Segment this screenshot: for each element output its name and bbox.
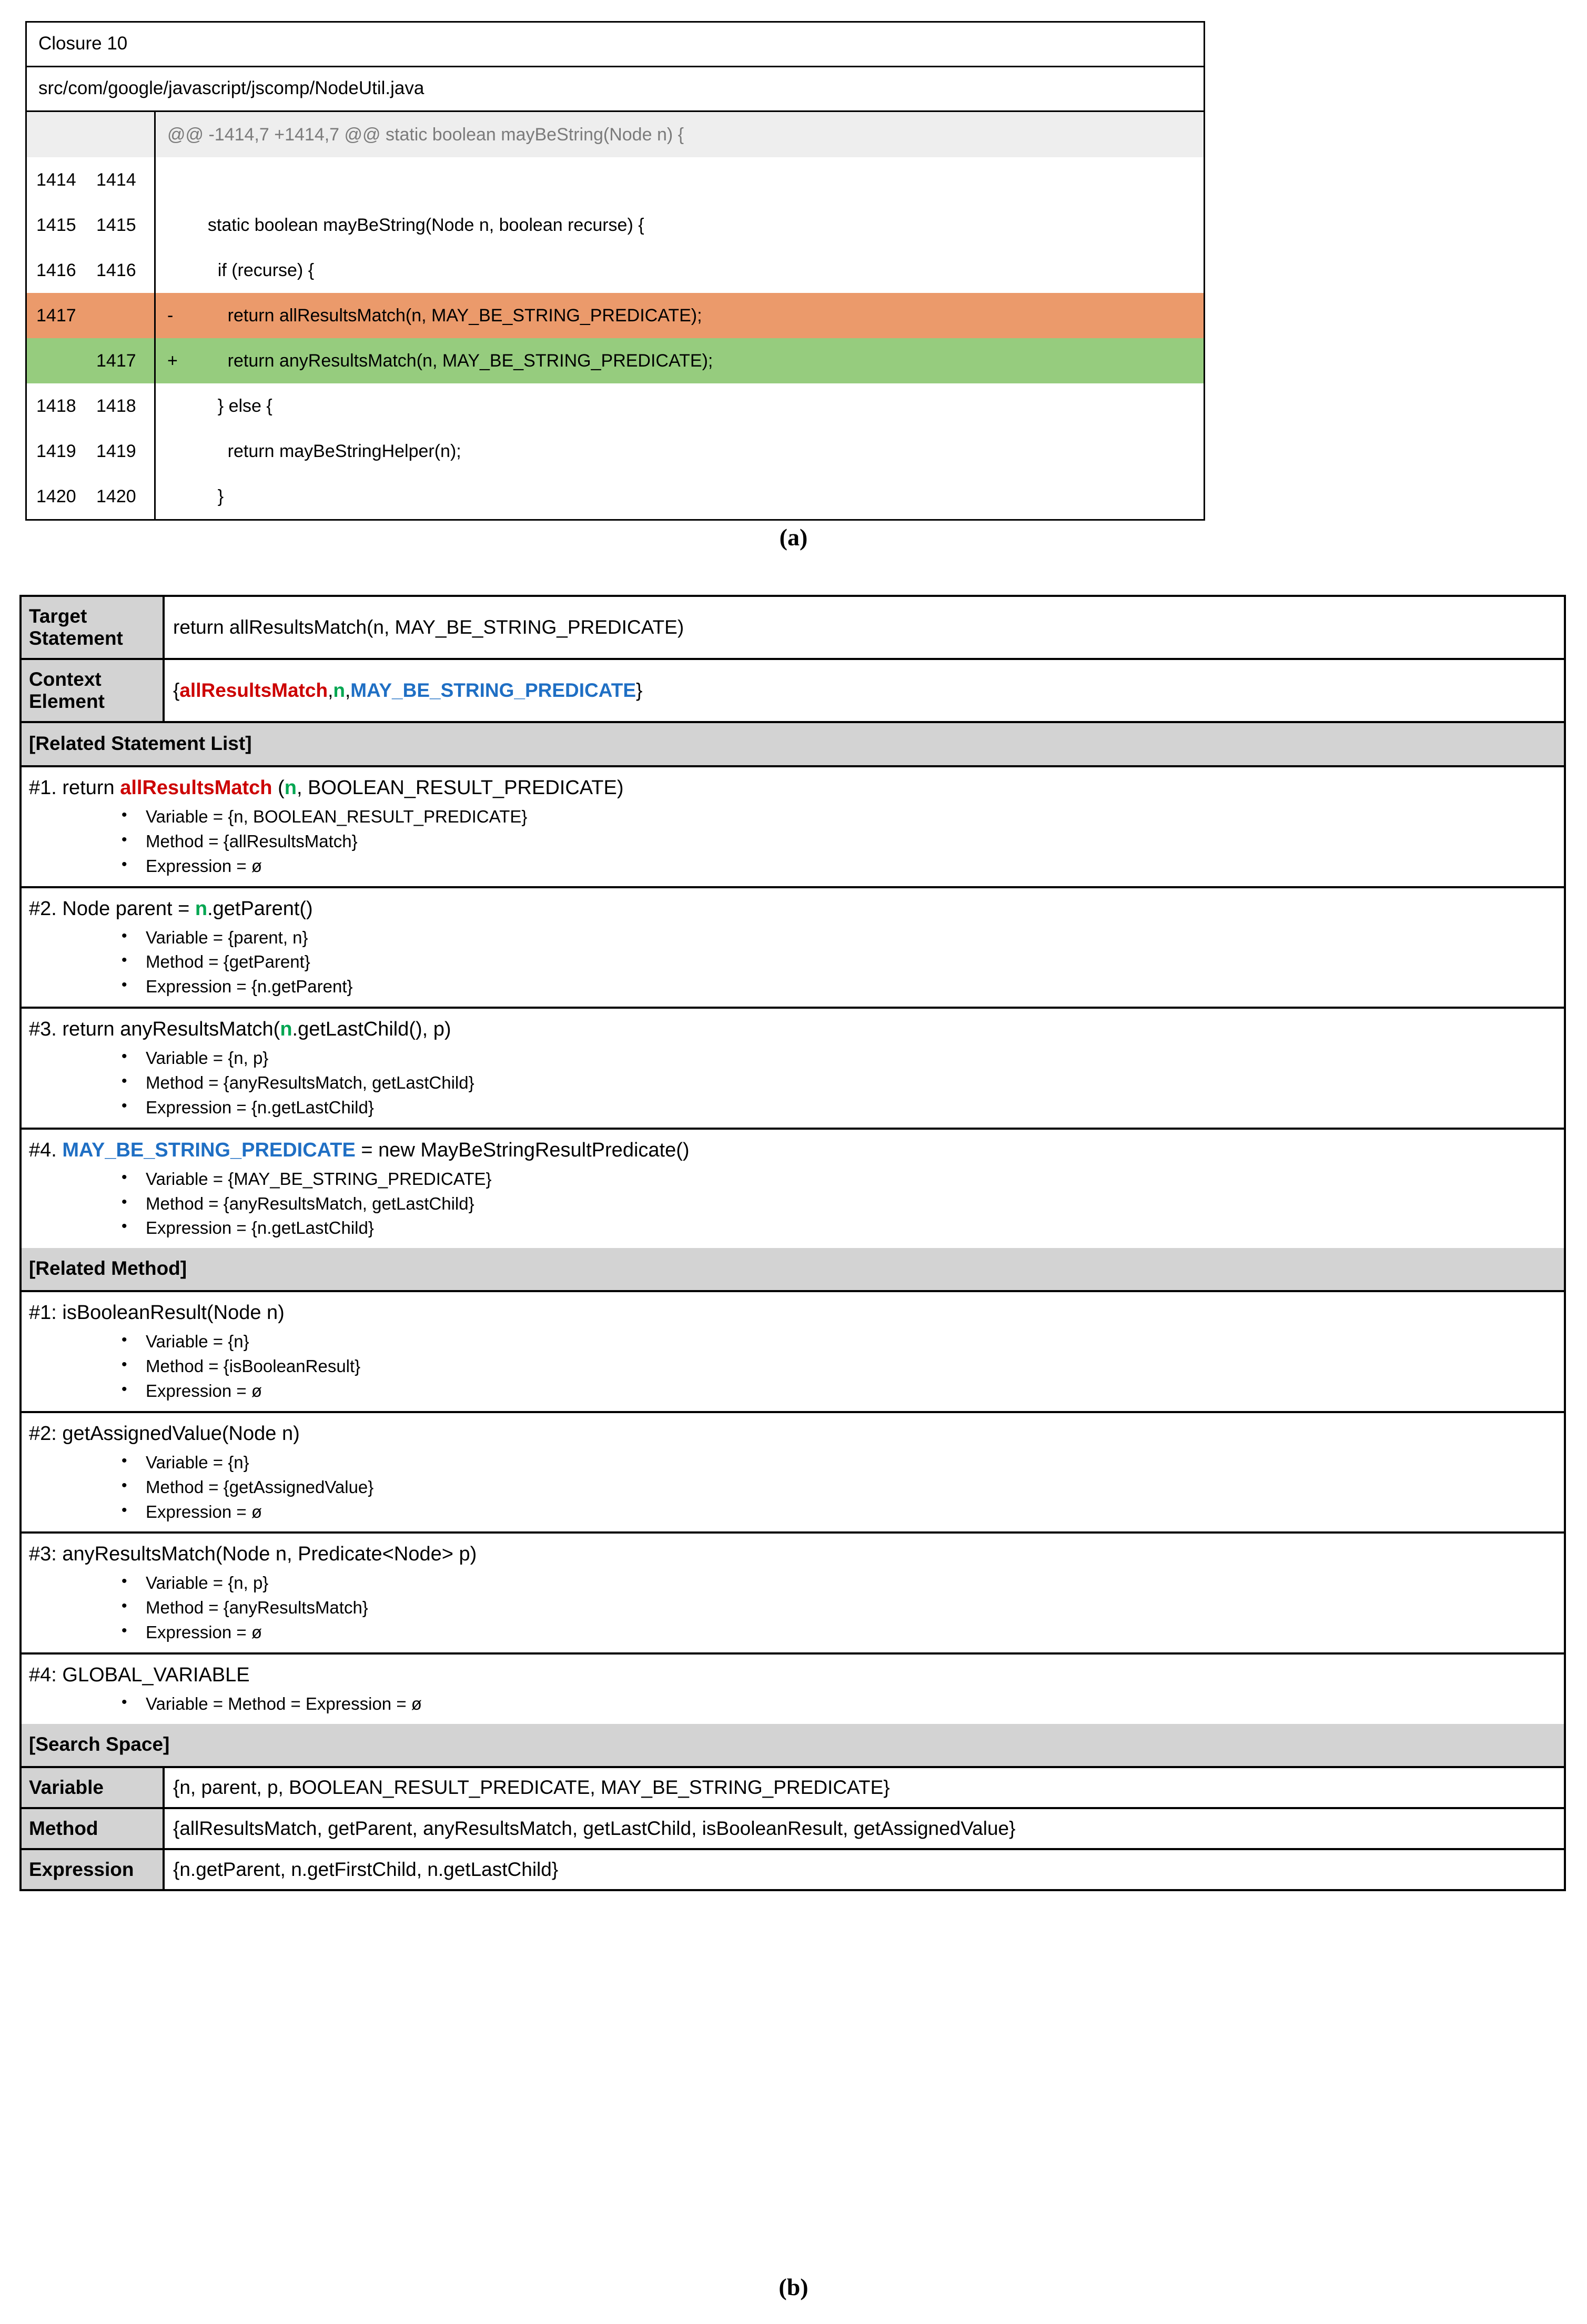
related-method-header-row (22, 1248, 1564, 1292)
diff-old-lineno: 1416 (36, 260, 76, 280)
item-block (22, 1292, 1564, 1411)
item-attribute-list (22, 926, 1564, 1000)
item-variable: • Variable = {MAY_BE_STRING_PREDICATE} (122, 1167, 1564, 1192)
diff-hunk-header-row (27, 112, 1204, 157)
item-method: • Method = {getAssignedValue} (122, 1475, 1564, 1500)
item-heading (22, 1137, 1564, 1167)
related-statement-list-header: [Related Statement List] (22, 723, 1564, 765)
item-heading (22, 1420, 1564, 1450)
diff-code-text: return mayBeStringHelper(n); (198, 441, 461, 461)
search-space-header-row (22, 1724, 1564, 1768)
figure-a-caption: (a) (779, 524, 808, 551)
diff-panel (25, 21, 1205, 521)
code-token: #3. return anyResultsMatch( (29, 1018, 280, 1041)
target-statement-row (22, 597, 1564, 660)
code-token: } (636, 679, 643, 701)
code-token: .getParent() (207, 897, 313, 920)
item-variable: • Variable = {n} (122, 1330, 1564, 1354)
item-variable: • Variable = {n} (122, 1450, 1564, 1475)
item-heading (22, 896, 1564, 926)
search-space-label: Method (22, 1809, 165, 1848)
related-statement-item (22, 767, 1564, 888)
code-token: , BOOLEAN_RESULT_PREDICATE) (296, 777, 624, 799)
diff-new-lineno: 1414 (96, 169, 136, 190)
diff-code-text: + return anyResultsMatch(n, MAY_BE_STRING_PREDICATE); (156, 338, 1204, 383)
diff-sign: + (167, 350, 178, 371)
target-statement-value: return allResultsMatch(n, MAY_BE_STRING_PREDICATE) (173, 616, 684, 638)
item-method: • Method = {isBooleanResult} (122, 1354, 1564, 1379)
code-token: #3: anyResultsMatch(Node n, Predicate<Node> p) (29, 1543, 477, 1566)
diff-code-text: } (198, 486, 224, 506)
item-method: • Method = {anyResultsMatch} (122, 1596, 1564, 1620)
search-space-value: {n.getParent, n.getFirstChild, n.getLastChild} (173, 1858, 559, 1880)
search-space-value: {n, parent, p, BOOLEAN_RESULT_PREDICATE, MAY_BE_STRING_PREDICATE} (173, 1776, 890, 1798)
item-attribute-list (22, 805, 1564, 879)
code-token: n (333, 679, 345, 701)
item-variable: • Variable = {n, p} (122, 1571, 1564, 1596)
item-method: • Method = {anyResultsMatch, getLastChild} (122, 1192, 1564, 1216)
item-heading (22, 1300, 1564, 1330)
related-statement-item (22, 888, 1564, 1009)
search-space-row (22, 1809, 1564, 1850)
diff-code-text: } else { (198, 395, 272, 416)
related-statement-list-header-row (22, 723, 1564, 767)
code-token: MAY_BE_STRING_PREDICATE (62, 1139, 356, 1161)
item-expression: • Expression = {n.getLastChild} (122, 1216, 1564, 1241)
related-method-item (22, 1655, 1564, 1724)
diff-code-text: static boolean mayBeString(Node n, boolean recurse) { (198, 215, 644, 235)
diff-bug-id: Closure 10 (38, 33, 128, 54)
item-method: • Method = {allResultsMatch} (122, 829, 1564, 854)
code-token: ( (272, 777, 285, 799)
item-heading (22, 1541, 1564, 1571)
item-expression: • Expression = {n.getParent} (122, 975, 1564, 999)
code-token: #4: GLOBAL_VARIABLE (29, 1664, 250, 1687)
diff-old-lineno: 1414 (36, 169, 76, 190)
item-block (22, 1655, 1564, 1724)
diff-hunk-header-text: @@ -1414,7 +1414,7 @@ static boolean mayBeString(Node n) { (167, 124, 684, 145)
item-block (22, 767, 1564, 886)
search-space-header: [Search Space] (22, 1724, 1564, 1766)
item-attribute-list (22, 1450, 1564, 1525)
figure-b-caption: (b) (779, 2274, 808, 2300)
item-heading (22, 1662, 1564, 1692)
related-method-item (22, 1413, 1564, 1534)
diff-line (27, 338, 1204, 383)
item-heading (22, 775, 1564, 805)
target-statement-label: Target Statement (22, 597, 165, 658)
item-block (22, 888, 1564, 1007)
related-method-header: [Related Method] (22, 1248, 1564, 1290)
diff-file-path-row (27, 67, 1204, 112)
code-token: allResultsMatch (179, 679, 328, 701)
item-attribute-list (22, 1330, 1564, 1404)
diff-bug-id-row (27, 23, 1204, 67)
diff-new-lineno: 1418 (96, 395, 136, 416)
diff-line (27, 248, 1204, 293)
diff-new-lineno: 1419 (96, 441, 136, 461)
code-token: n (280, 1018, 292, 1041)
search-space-rows (22, 1768, 1564, 1889)
diff-line (27, 429, 1204, 474)
item-variable: • Variable = {n, BOOLEAN_RESULT_PREDICATE} (122, 805, 1564, 829)
diff-line (27, 383, 1204, 429)
code-token: allResultsMatch (120, 777, 272, 799)
context-element-label: Context Element (22, 660, 165, 721)
diff-old-lineno (27, 338, 89, 383)
code-token: #2. Node parent = (29, 897, 195, 920)
diff-new-lineno: 1420 (96, 486, 136, 506)
related-statement-item (22, 1009, 1564, 1130)
diff-code-text: - return allResultsMatch(n, MAY_BE_STRING_PREDICATE); (156, 293, 1204, 338)
diff-line (27, 157, 1204, 202)
item-attribute-list (22, 1167, 1564, 1241)
item-variable: • Variable = {parent, n} (122, 926, 1564, 950)
diff-line (27, 293, 1204, 338)
search-space-row (22, 1850, 1564, 1889)
item-expression: • Expression = {n.getLastChild} (122, 1095, 1564, 1120)
related-method-item (22, 1292, 1564, 1413)
diff-new-lineno (89, 293, 154, 338)
code-token: #2: getAssignedValue(Node n) (29, 1422, 300, 1445)
code-token: #1. return (29, 777, 120, 799)
item-attribute-list (22, 1046, 1564, 1120)
diff-old-lineno: 1415 (36, 215, 76, 235)
item-expression: • Expression = ø (122, 1379, 1564, 1404)
code-token: { (173, 679, 180, 701)
item-block (22, 1130, 1564, 1249)
diff-old-lineno: 1420 (36, 486, 76, 506)
code-token: , (345, 679, 351, 701)
item-method: • Method = {anyResultsMatch, getLastChild} (122, 1071, 1564, 1095)
item-combined-attributes: • Variable = Method = Expression = ø (122, 1692, 1564, 1717)
related-method-item (22, 1534, 1564, 1655)
diff-new-lineno: 1417 (96, 350, 136, 371)
code-token: #4. (29, 1139, 63, 1161)
item-attribute-list (22, 1571, 1564, 1645)
code-token: , (328, 679, 333, 701)
diff-code-text: if (recurse) { (198, 260, 315, 280)
item-method: • Method = {getParent} (122, 950, 1564, 975)
code-token: #1: isBooleanResult(Node n) (29, 1302, 285, 1324)
item-block (22, 1534, 1564, 1652)
code-token: n (195, 897, 208, 920)
item-variable: • Variable = {n, p} (122, 1046, 1564, 1071)
diff-sign: - (167, 305, 174, 326)
diff-old-lineno: 1419 (36, 441, 76, 461)
search-space-row (22, 1768, 1564, 1809)
diff-old-lineno (27, 112, 89, 157)
diff-line (27, 474, 1204, 519)
item-heading (22, 1016, 1564, 1046)
diff-body (27, 112, 1204, 519)
context-element-value (165, 660, 1564, 721)
code-token: MAY_BE_STRING_PREDICATE (350, 679, 636, 701)
diff-new-lineno (89, 112, 154, 157)
context-table (19, 595, 1566, 1891)
related-method-list (22, 1292, 1564, 1724)
context-element-row (22, 660, 1564, 723)
item-expression: • Expression = ø (122, 1620, 1564, 1645)
item-expression: • Expression = ø (122, 854, 1564, 879)
diff-new-lineno: 1416 (96, 260, 136, 280)
diff-new-lineno: 1415 (96, 215, 136, 235)
related-statement-item (22, 1130, 1564, 1249)
diff-old-lineno: 1418 (36, 395, 76, 416)
item-expression: • Expression = ø (122, 1500, 1564, 1525)
code-token: = new MayBeStringResultPredicate() (355, 1139, 690, 1161)
code-token: .getLastChild(), p) (292, 1018, 451, 1041)
search-space-label: Expression (22, 1850, 165, 1889)
related-statement-list (22, 767, 1564, 1248)
diff-file-path: src/com/google/javascript/jscomp/NodeUtil.java (38, 77, 424, 98)
search-space-label: Variable (22, 1768, 165, 1807)
code-token: n (284, 777, 297, 799)
diff-line (27, 202, 1204, 248)
item-block (22, 1009, 1564, 1128)
diff-old-lineno: 1417 (36, 305, 76, 326)
diff-code-text (156, 157, 1204, 202)
search-space-value: {allResultsMatch, getParent, anyResultsMatch, getLastChild, isBooleanResult, getAssignedValue} (173, 1817, 1016, 1839)
item-attribute-list (22, 1692, 1564, 1717)
item-block (22, 1413, 1564, 1532)
